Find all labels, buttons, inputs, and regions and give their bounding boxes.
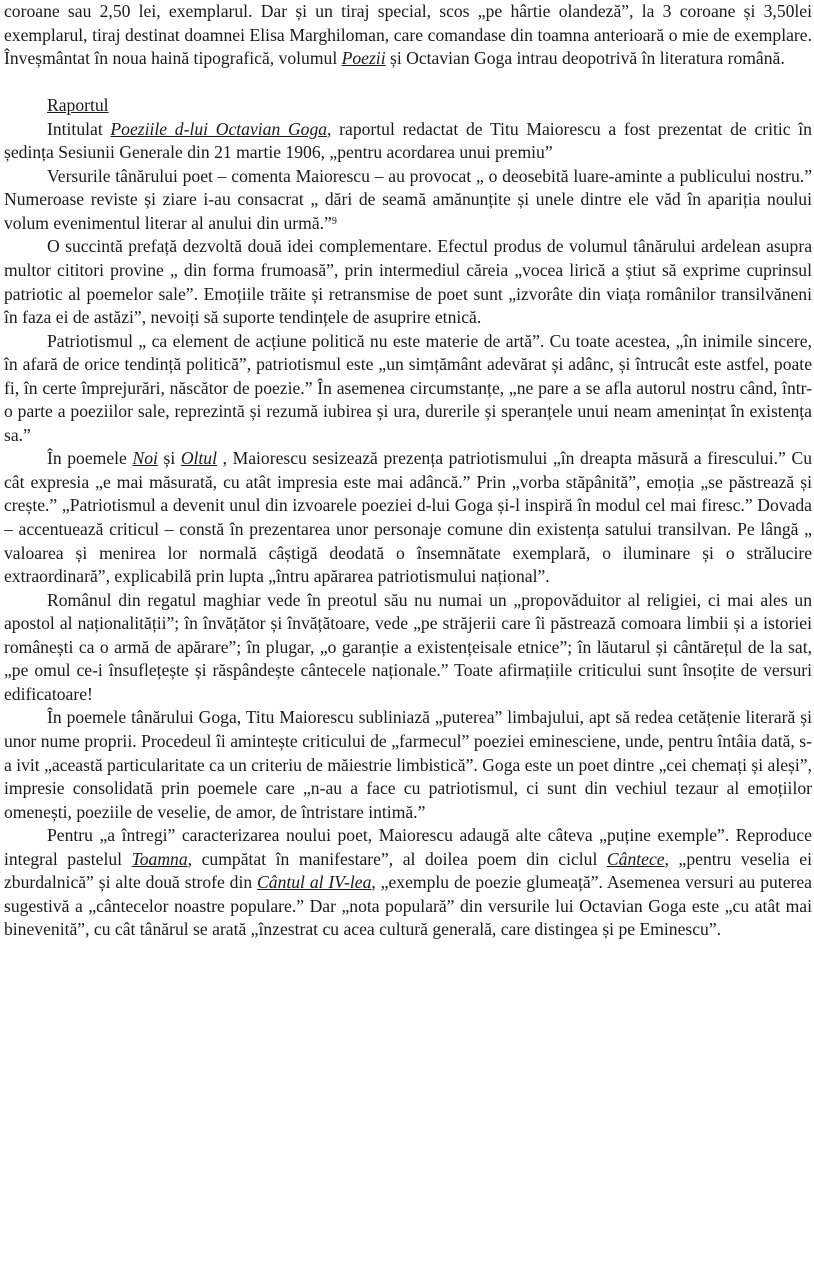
paragraph-language bbox=[4, 706, 812, 824]
paragraph-examples bbox=[4, 824, 812, 942]
work-title: Cântece bbox=[606, 848, 665, 869]
text-run: Intitulat bbox=[47, 118, 111, 139]
paragraph-intro bbox=[4, 0, 812, 71]
text-run: O succintă prefață dezvoltă două idei complementare. Efectul produs de volumul tânărului ardelean asupra multor cititori provine „ din forma frumoasă”, prin intermediul căreia „vocea lirică a știut să exprime cuprinsul patriotic al poemelor sale”. Emoțiile trăite și retransmise de poet sunt „izvorâte din viața românilor transilvăneni în faza ei de astăzi”, nevoiți să suporte tendințele de asuprire etnică. bbox=[4, 236, 812, 328]
paragraph-title bbox=[4, 118, 812, 165]
paragraph-village-figures bbox=[4, 589, 812, 707]
text-run: și Octavian Goga intrau deopotrivă în literatura română. bbox=[385, 48, 785, 69]
work-title: Noi bbox=[132, 448, 158, 469]
text-run: Românul din regatul maghiar vede în preotul său nu numai un „propovăduitor al religiei, ci mai ales un apostol al naționalității”; în învățător și învățătoare, vede „pe străjerii care îi păstrează comoara limbii și a istoriei românești ca o armă de apărare”; în plugar, „o garanție a existențeisale etnice”; în lăutarul și cântărețul de la sat, „pe omul ce-i însuflețește și răspândește cântecele naționale.” Toate afirmațiile criticului sunt însoțite de versuri edificatoare! bbox=[4, 589, 812, 704]
text-run: coroane sau 2,50 lei, exemplarul. Dar și un tiraj special, scos „pe hârtie olandeză”, la 3 coroane și 3,50lei exemplarul, tiraj destinat doamnei Elisa Marghiloman, care comandase din toamna anterioară o mie de exemplare. Înveșmântat în noua haină tipografică, volumul bbox=[4, 1, 812, 69]
text-run: , Maiorescu sesizează prezența patriotismului „în dreapta măsură a firescului.” Cu cât expresia „e mai măsurată, cu atât impresia este mai adâncă.” Prin „vorba stăpânită”, emoția „se păstrează și crește.” „Patriotismul a devenit unul din izvoarele poeziei d-lui Goga și-l inspiră în modul cel mai firesc.” Dovada – accentuează criticul – constă în prezentarea unor personaje comune din existența satului transilvan. Pe lângă „ valoarea și menirea lor normală câștigă deodată o însemnătate exemplară, o iluminare și o strălucire extraordinară”, explicabilă prin lupta „întru apărarea patriotismului național”. bbox=[4, 448, 812, 587]
work-title: Oltul bbox=[180, 448, 217, 469]
paragraph-spacer bbox=[4, 71, 812, 95]
text-run: , raportul redactat de Titu Maiorescu a fost prezentat de critic în ședința Sesiunii Generale din 21 martie 1906, „pentru acordarea unui premiu” bbox=[4, 118, 812, 163]
work-title: Poezii bbox=[341, 48, 386, 69]
text-run: , „exemplu de poezie glumeață”. Asemenea versuri au puterea sugestivă a „cântecelor noastre populare.” Dar „nota populară” din versurile lui Octavian Goga este „cu atât mai binevenită”, cu cât tânărul se arată „înzestrat cu acea cultură generală, care distingea și pe Eminescu”. bbox=[4, 872, 812, 940]
work-title: Cântul al IV-lea bbox=[257, 872, 372, 893]
work-title: Toamna bbox=[131, 848, 188, 869]
work-title: Poeziile d-lui Octavian Goga bbox=[110, 118, 328, 139]
text-run: În poemele bbox=[47, 448, 133, 469]
paragraph-preface bbox=[4, 235, 812, 329]
text-run: Pentru „a întregi” caracterizarea noului poet, Maiorescu adaugă alte câteva „puține exemple”. Reproduce integral pastelul bbox=[4, 825, 812, 869]
text-run: Patriotismul „ ca element de acțiune politică nu este materie de artă”. Cu toate acestea, „în inimile sincere, în afară de orice tendință politică”, patriotismul este „un simțământ adevărat și adânc, și întrucât este astfel, poate fi, în certe împrejurări, născător de poezie.” În asemenea circumstanțe, „ne pare a se afla autorul nostru când, într-o parte a poeziilor sale, reprezintă și rezumă iubirea și ura, durerile și speranțele unui neam amenințat în existența sa.” bbox=[4, 330, 812, 445]
paragraph-reception bbox=[4, 165, 812, 236]
text-run: În poemele tânărului Goga, Titu Maiorescu subliniază „puterea” limbajului, apt să redea cetățenie literară și unor nume proprii. Procedeul îi amintește criticului de „farmecul” poeziei eminesciene, unde, pentru întâia dată, s-a ivit „această particularitate ca un criteriu de măiestrie limbistică”. Goga este un poet dintre „cei chemați și aleși”, impresie consolidată prin poemele care „n-au a face cu patriotismul, ci sunt din vechiul tezaur al emoțiilor omenești, poeziile de veselie, de amor, de întristare intimă.” bbox=[4, 707, 812, 822]
text-run: Versurile tânărului poet – comenta Maiorescu – au provocat „ o deosebită luare-aminte a publicului nostru.” Numeroase reviste și ziare i-au consacrat „ dări de seamă amănunțite și unele dintre ele văd în apariția noului volum evenimentul literar al anului din urmă.” bbox=[4, 165, 812, 233]
section-heading: Raportul bbox=[47, 95, 109, 116]
paragraph-patriotism bbox=[4, 330, 812, 448]
text-run: și bbox=[157, 448, 181, 469]
text-run: , „pentru veselia ei zburdalnică” și alte două strofe din bbox=[4, 848, 812, 893]
paragraph-poems-noi-oltul bbox=[4, 447, 812, 588]
footnote-marker: 9 bbox=[331, 215, 337, 227]
text-run: , cumpătat în manifestare”, al doilea poem din ciclul bbox=[187, 848, 607, 869]
